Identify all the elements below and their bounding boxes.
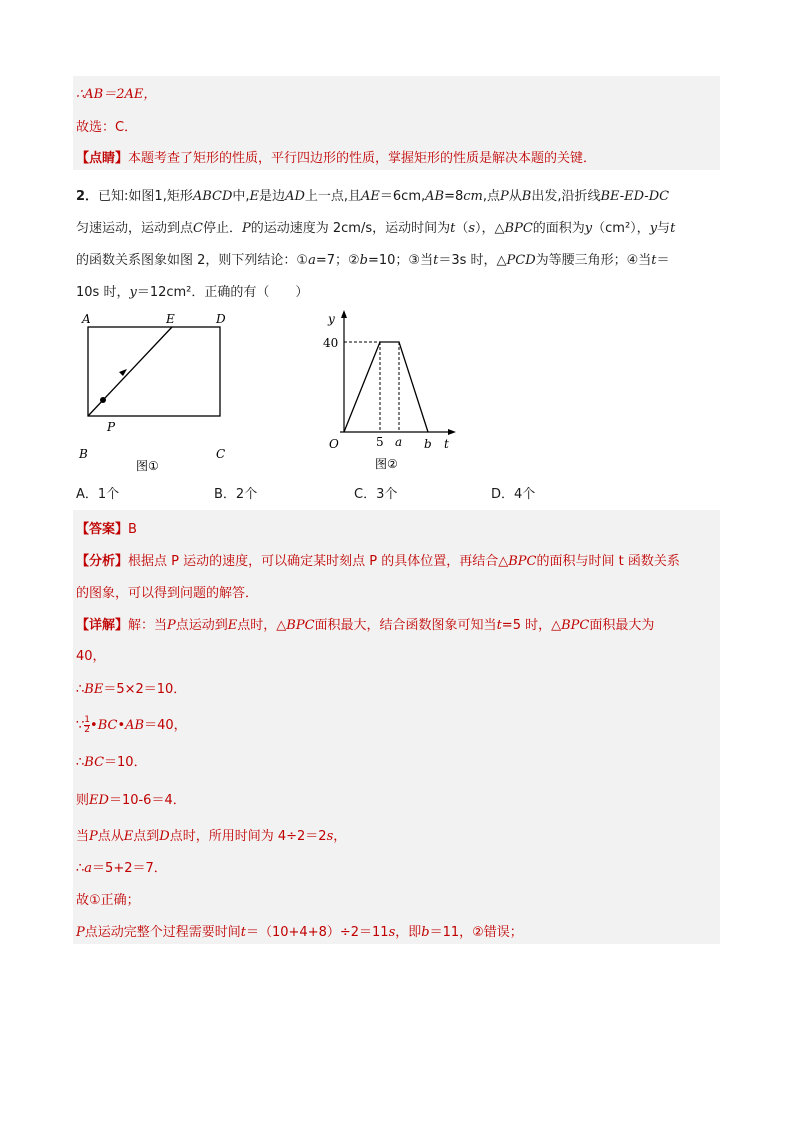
q2-t2: t (670, 221, 676, 236)
figure-2-function-graph (320, 308, 470, 478)
label-a: A (82, 312, 91, 326)
analysis-line-2 (76, 582, 258, 601)
y-axis-label: y (328, 312, 335, 326)
answer-options (76, 483, 716, 505)
q1-p: P (500, 189, 509, 204)
d7-c: 点到 (133, 829, 160, 844)
d5-b: ＝10． (104, 755, 147, 770)
option-c[interactable]: C．3个 (354, 487, 398, 502)
q1-cm: cm (463, 189, 483, 204)
d3-a: ∴ (76, 682, 85, 697)
d4-ab: AB (125, 718, 145, 733)
q3-f: ＝ (656, 253, 670, 268)
x-axis-arrow-icon (448, 429, 456, 435)
d1-t: t (496, 618, 502, 633)
label-b: B (79, 447, 88, 461)
analysis-line-1 (76, 550, 680, 569)
d6-b: ＝10-6＝4． (108, 793, 186, 808)
question-block (76, 181, 726, 309)
fraction-numerator: 1 (84, 715, 91, 725)
q1-a: 已知:如图1,矩形 (98, 189, 193, 204)
analysis-t1: 根据点 P 运动的速度，可以确定某时刻点 P 的具体位置，再结合△ (128, 554, 509, 569)
x-tick-b: b (424, 437, 432, 451)
q1-d: 上一点,且 (304, 189, 362, 204)
question-line-1 (76, 181, 726, 213)
q2-p: P (241, 221, 251, 236)
y-tick-40: 40 (323, 336, 339, 350)
option-d[interactable]: D．4个 (491, 487, 536, 502)
analysis-line-2-text: 的图象，可以得到问题的解答． (76, 586, 259, 601)
q4-y: y (129, 285, 137, 300)
d10-p: P (76, 925, 85, 940)
direction-arrow-icon (119, 369, 127, 376)
q1-ab: AB (425, 189, 445, 204)
q4-b: ＝12cm²．正确的有（ ） (136, 285, 309, 300)
fraction-denominator: 2 (84, 725, 91, 735)
label-c: C (216, 447, 226, 461)
d7-e-text: ， (333, 829, 347, 844)
q3-d: ＝3s 时，△ (438, 253, 507, 268)
figure-1-caption: 图① (136, 459, 159, 473)
detail-line-5 (76, 751, 147, 770)
analysis-tag: 【分析】 (76, 554, 129, 569)
q1-e-text: ＝6cm, (379, 189, 426, 204)
question-line-2 (76, 213, 726, 245)
d4-d: ＝40， (144, 718, 187, 733)
q2-s: s (468, 221, 476, 236)
detail-line-6 (76, 789, 186, 808)
detail-tag: 【详解】 (76, 618, 129, 633)
rectangle-abcd (88, 327, 220, 416)
prev-line-1-text: ∴AB＝2AE， (76, 87, 157, 102)
d2-text: 40， (76, 649, 106, 664)
d7-p: P (89, 829, 98, 844)
q2-y2: y (649, 221, 658, 236)
q3-av: a (308, 253, 316, 268)
d1-e-text: =5 时，△ (501, 618, 562, 633)
dianjing-tag: 【点睛】 (76, 151, 129, 166)
q2-b: 停止． (202, 221, 242, 236)
point-p (100, 397, 106, 403)
detail-line-2 (76, 645, 106, 664)
graph-line (344, 342, 428, 432)
q1-path: BE-ED-DC (600, 189, 670, 204)
x-axis-label: t (444, 437, 449, 451)
q1-i: 出发,沿折线 (531, 189, 601, 204)
answer-tag: 【答案】 (76, 522, 129, 537)
label-e: E (166, 312, 175, 326)
dianjing-text: 本题考查了矩形的性质，平行四边形的性质，掌握矩形的性质是解决本题的关键． (128, 151, 597, 166)
q3-bv: b (359, 253, 368, 268)
d6-a: 则 (76, 793, 90, 808)
x-tick-a: a (395, 435, 403, 449)
dianjing-line (76, 147, 596, 166)
d7-b: 点从 (97, 829, 124, 844)
answer-value: B (128, 522, 137, 537)
d1-c: 点时，△ (237, 618, 287, 633)
question-line-3 (76, 245, 726, 277)
d3-b: ＝5×2＝10． (103, 682, 187, 697)
prev-line-1 (76, 83, 156, 102)
q1-g: ,点 (482, 189, 500, 204)
q2-c: 的运动速度为 2cm/s，运动时间为 (250, 221, 451, 236)
q3-t2: t (651, 253, 657, 268)
detail-line-9 (76, 889, 140, 908)
q2-y: y (584, 221, 593, 236)
q1-b-var: B (521, 189, 532, 204)
x-tick-5: 5 (376, 435, 384, 449)
q1-ad: AD (285, 189, 305, 204)
detail-line-10 (76, 921, 523, 940)
q1-f: =8 (444, 189, 464, 204)
d9-text: 故①正确； (76, 893, 140, 908)
option-a[interactable]: A．1个 (76, 487, 120, 502)
segment-be (88, 327, 172, 416)
d6-ed: ED (89, 793, 109, 808)
d1-b: 点运动到 (175, 618, 228, 633)
detail-line-7 (76, 825, 346, 844)
q4-a: 10s 时， (76, 285, 130, 300)
d10-a: 点运动完整个过程需要时间 (84, 925, 241, 940)
d1-f: 面积最大为 (589, 618, 655, 633)
d10-b: ＝（10+4+8）÷2＝11 (246, 925, 389, 940)
d10-t: t (240, 925, 246, 940)
q1-e: E (249, 189, 260, 204)
q3-t: t (433, 253, 439, 268)
q3-c: =10；③当 (367, 253, 434, 268)
d1-bpc2: BPC (561, 618, 590, 633)
d7-d: 点时，所用时间为 4÷2＝2 (169, 829, 327, 844)
d1-p: P (167, 618, 176, 633)
question-number: 2． (76, 189, 99, 204)
d4-bc: BC (97, 718, 118, 733)
analysis-bpc: BPC (508, 554, 537, 569)
d8-av: a (84, 861, 93, 876)
q2-c-var: C (193, 221, 203, 236)
d5-a: ∴ (76, 755, 85, 770)
d8-a: ∴ (76, 861, 85, 876)
d1-bpc: BPC (286, 618, 315, 633)
d7-a: 当 (76, 829, 90, 844)
q2-f: 的面积为 (532, 221, 585, 236)
q3-b: =7；② (315, 253, 360, 268)
d1-e: E (227, 618, 238, 633)
q1-h: 从 (508, 189, 522, 204)
q2-d: （ (455, 221, 469, 236)
prev-line-2 (76, 116, 137, 135)
q3-pcd: PCD (506, 253, 536, 268)
label-p: P (107, 420, 116, 434)
d5-bc: BC (84, 755, 105, 770)
figure-1-rectangle-diagram (76, 308, 246, 478)
q2-g: （cm²）， (592, 221, 650, 236)
d10-bv: b (421, 925, 430, 940)
d4-c: • (117, 718, 126, 733)
detail-line-4 (76, 714, 187, 735)
d1-a: 解：当 (128, 618, 168, 633)
d10-c: ，即 (395, 925, 422, 940)
detail-line-3 (76, 678, 186, 697)
detail-line-1 (76, 614, 654, 633)
q3-a: 的函数关系图象如图 2，则下列结论：① (76, 253, 309, 268)
d3-be: BE (84, 682, 104, 697)
detail-line-8 (76, 857, 167, 876)
q2-e: ），△ (475, 221, 505, 236)
q2-h: 与 (657, 221, 671, 236)
label-d: D (216, 312, 226, 326)
y-axis-arrow-icon (341, 310, 347, 318)
question-line-4 (76, 277, 726, 309)
d10-s: s (388, 925, 396, 940)
q1-c: 是边 (259, 189, 286, 204)
q1-abcd: ABCD (192, 189, 233, 204)
d4-b: • (90, 718, 98, 733)
q3-e: 为等腰三角形；④当 (535, 253, 652, 268)
analysis-t2: 的面积与时间 t 函数关系 (536, 554, 680, 569)
d7-s: s (326, 829, 334, 844)
origin-label: O (329, 437, 339, 451)
figure-2-caption: 图② (375, 457, 398, 471)
q2-a: 匀速运动，运动到点 (76, 221, 194, 236)
prev-line-2-text: 故选：C． (76, 120, 138, 135)
d7-d-var: D (159, 829, 170, 844)
d10-d: ＝11，②错误； (429, 925, 523, 940)
d7-e: E (123, 829, 134, 844)
q2-bpc: BPC (504, 221, 533, 236)
q1-b: 中, (232, 189, 250, 204)
d4-a: ∵ (76, 718, 85, 733)
q1-ae: AE (361, 189, 380, 204)
option-b[interactable]: B．2个 (214, 487, 258, 502)
d8-b: ＝5+2＝7． (92, 861, 167, 876)
q2-t: t (450, 221, 456, 236)
d1-d: 面积最大，结合函数图象可知当 (314, 618, 497, 633)
answer-line (76, 518, 137, 537)
